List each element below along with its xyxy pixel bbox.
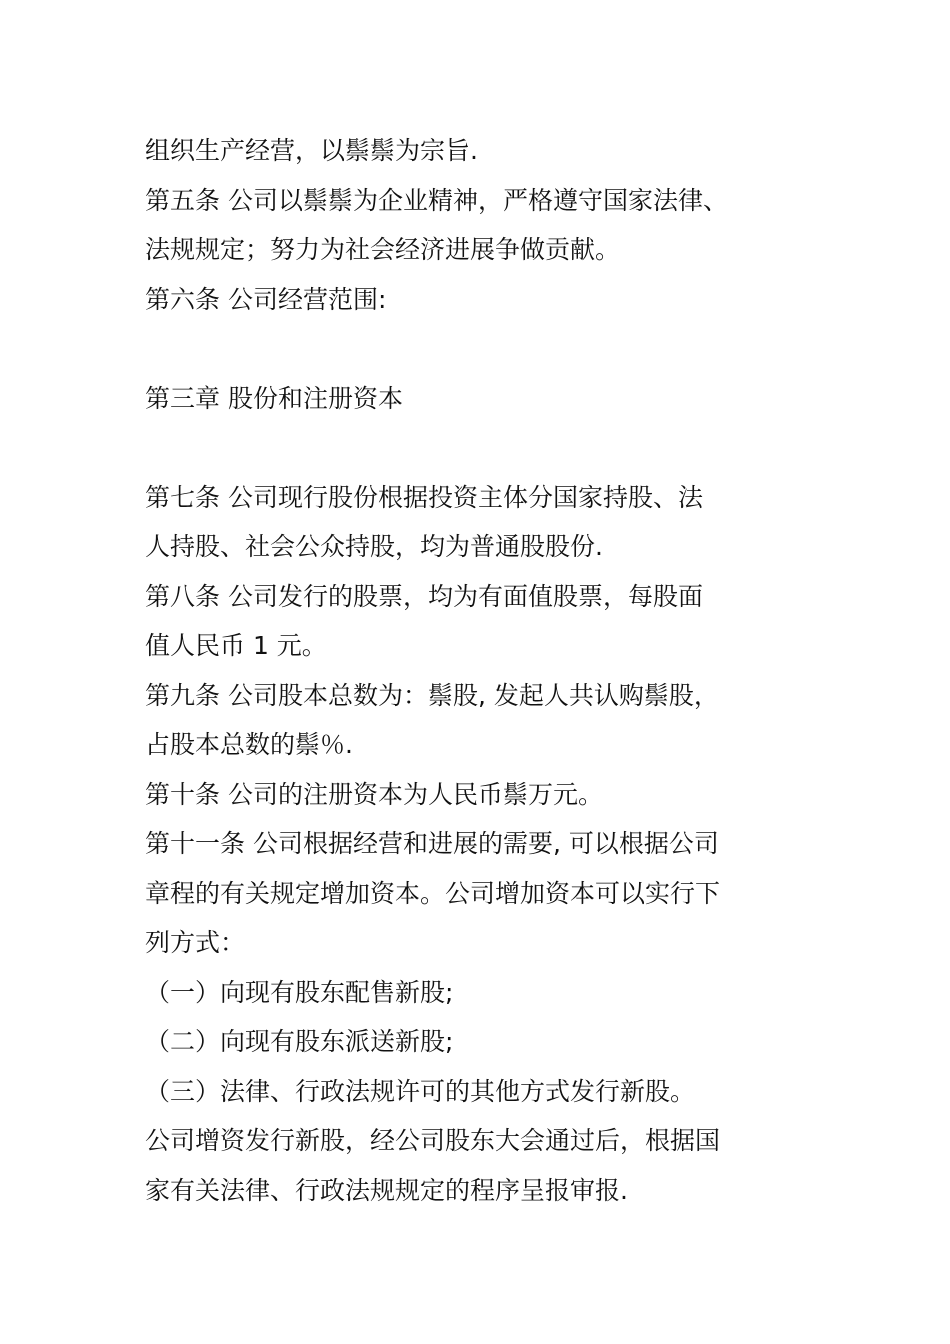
article-5-line-2: 法规规定；努力为社会经济进展争做贡献。	[145, 235, 621, 264]
article-10-line: 第十条 公司的注册资本为人民币鬃万元。	[145, 779, 603, 809]
document-body	[145, 126, 815, 1215]
article-8-line-2: 值人民币 1 元。	[145, 631, 327, 660]
list-item-3: （三）法律、行政法规许可的其他方式发行新股。	[145, 1076, 696, 1106]
blank-line	[145, 324, 815, 374]
article-7-line-1: 第七条 公司现行股份根据投资主体分国家持股、法	[145, 482, 703, 512]
list-item-2: （二）向现有股东派送新股;	[145, 1027, 454, 1056]
blank-line	[145, 423, 815, 473]
article-9-line-2: 占股本总数的鬃％.	[145, 730, 353, 759]
article-7-line-2: 人持股、社会公众持股，均为普通股股份.	[145, 532, 603, 561]
list-item-1: （一）向现有股东配售新股;	[145, 977, 454, 1007]
paragraph-line-2: 家有关法律、行政法规规定的程序呈报审报.	[145, 1175, 628, 1205]
text-line: 组织生产经营，以鬃鬃为宗旨.	[145, 136, 478, 165]
article-11-line-1: 第十一条 公司根据经营和进展的需要, 可以根据公司	[145, 829, 719, 858]
chapter-3-heading: 第三章 股份和注册资本	[145, 383, 403, 413]
article-8-line-1: 第八条 公司发行的股票，均为有面值股票，每股面	[145, 581, 703, 611]
paragraph-line-1: 公司增资发行新股，经公司股东大会通过后，根据国	[145, 1126, 721, 1155]
article-9-line-1: 第九条 公司股本总数为：鬃股, 发起人共认购鬃股，	[145, 680, 719, 710]
article-5-line-1: 第五条 公司以鬃鬃为企业精神，严格遵守国家法律、	[145, 185, 728, 215]
article-11-line-3: 列方式：	[145, 928, 246, 957]
article-6-line: 第六条 公司经营范围:	[145, 284, 387, 314]
article-11-line-2: 章程的有关规定增加资本。公司增加资本可以实行下	[145, 878, 721, 908]
